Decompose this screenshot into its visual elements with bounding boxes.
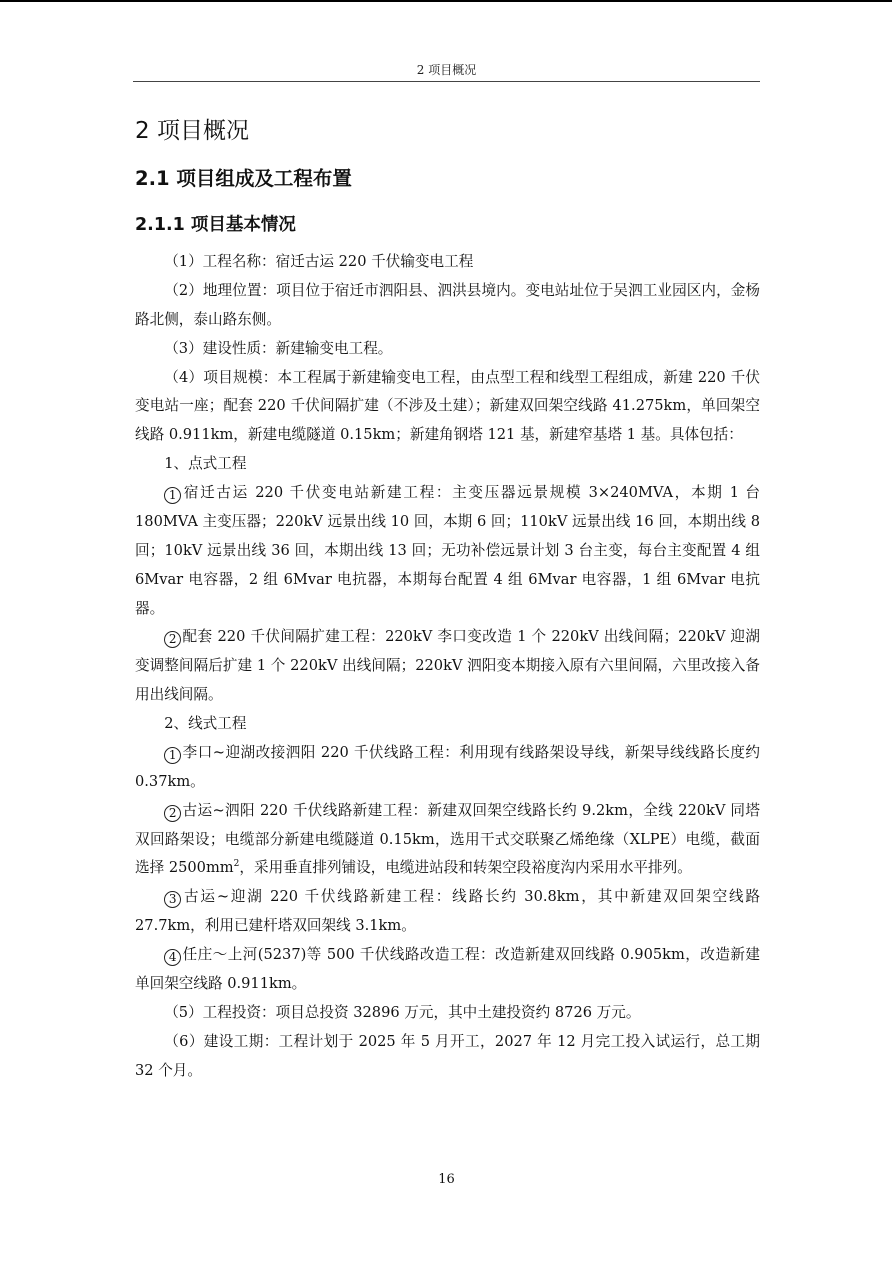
paragraph-text: （6）建设工期：工程计划于 2025 年 5 月开工，2027 年 12 月完工投入试运行，总工期 32 个月。: [135, 1032, 760, 1079]
paragraph-text: 任庄～上河(5237)等 500 千伏线路改造工程：改造新建双回线路 0.905km，改造新建单回架空线路 0.911km。: [135, 946, 760, 992]
page-number: 16: [438, 1172, 455, 1187]
header-rule: [133, 81, 760, 82]
paragraph-construction-nature: [135, 335, 760, 364]
paragraph-text: （3）建设性质：新建输变电工程。: [164, 339, 393, 357]
superscript: 2: [233, 859, 240, 870]
section-heading: 2.1 项目组成及工程布置: [135, 167, 352, 190]
paragraph-point-works-heading: [135, 450, 760, 479]
chapter-title: 2 项目概况: [135, 118, 249, 144]
circled-number-marker: 1: [164, 747, 181, 764]
paragraph-investment: [135, 999, 760, 1028]
paragraph-text: 配套 220 千伏间隔扩建工程：220kV 李口变改造 1 个 220kV 出线间隔；220kV 迎湖变调整间隔后扩建 1 个 220kV 出线间隔；220kV 泗阳变本期接入原有六里间隔，六里改接入备用出线间隔。: [135, 628, 760, 704]
paragraph-location: [135, 277, 760, 335]
circled-number-marker: 1: [164, 487, 181, 504]
circled-number-marker: 2: [164, 631, 181, 648]
paragraph-text: （5）工程投资：项目总投资 32896 万元，其中土建投资约 8726 万元。: [164, 1003, 641, 1021]
paragraph-text: （1）工程名称：宿迁古运 220 千伏输变电工程: [164, 253, 474, 270]
circled-number-marker: 4: [164, 949, 181, 966]
paragraph-bay-expansion: [135, 623, 760, 710]
paragraph-project-name: [135, 248, 760, 277]
subsection-heading: 2.1.1 项目基本情况: [135, 215, 296, 235]
paragraph-text: （4）项目规模：本工程属于新建输变电工程，由点型工程和线型工程组成，新建 220 千伏变电站一座；配套 220 千伏间隔扩建（不涉及土建）；新建双回架空线路 41.275km，单回架空线路 0.911km，新建电缆隧道 0.15km；新建角钢塔 121 基，新建窄基塔 1 基。具体包括：: [135, 368, 760, 444]
circled-number-marker: 2: [164, 805, 181, 822]
paragraph-line-1: [135, 739, 760, 797]
paragraph-text: 2、线式工程: [164, 715, 247, 732]
paragraph-project-scale: [135, 364, 760, 451]
paragraph-text: 1、点式工程: [164, 455, 247, 473]
paragraph-line-works-heading: [135, 710, 760, 739]
top-border-line: [0, 0, 892, 2]
paragraph-text: 古运~泗阳 220 千伏线路新建工程：新建双回架空线路长约 9.2km，全线 220kV 同塔双回路架设；电缆部分新建电缆隧道 0.15km，选用干式交联聚乙烯绝缘（XLPE）电缆，截面选择 2500mm: [135, 801, 760, 877]
paragraph-text: 李口~迎湖改接泗阳 220 千伏线路工程：利用现有线路架设导线，新架导线线路长度约 0.37km。: [135, 743, 760, 790]
paragraph-text: （2）地理位置：项目位于宿迁市泗阳县、泗洪县境内。变电站址位于吴泗工业园区内，金杨路北侧，泰山路东侧。: [135, 281, 760, 328]
paragraph-text-tail: ，采用垂直排列铺设，电缆进站段和转架空段裕度沟内采用水平排列。: [239, 859, 692, 877]
paragraph-line-2: [135, 797, 760, 884]
paragraph-line-4: [135, 941, 760, 999]
running-header: 2 项目概况: [416, 63, 477, 77]
paragraph-substation: [135, 479, 760, 623]
body-text: [135, 248, 760, 1085]
circled-number-marker: 3: [164, 891, 181, 908]
paragraph-text: 古运~迎湖 220 千伏线路新建工程：线路长约 30.8km，其中新建双回架空线路 27.7km，利用已建杆塔双回架线 3.1km。: [135, 888, 760, 935]
paragraph-schedule: [135, 1028, 760, 1086]
paragraph-text: 宿迁古运 220 千伏变电站新建工程：主变压器远景规模 3×240MVA，本期 1 台 180MVA 主变压器；220kV 远景出线 10 回，本期 6 回；110kV 远景出线 16 回，本期出线 8 回；10kV 远景出线 36 回，本期出线 13 回；无功补偿远景计划 3 台主变，每台主变配置 4 组 6Mvar 电容器，2 组 6Mvar 电抗器，本期每台配置 4 组 6Mvar 电容器，1 组 6Mvar 电抗器。: [135, 484, 760, 617]
paragraph-line-3: [135, 883, 760, 941]
